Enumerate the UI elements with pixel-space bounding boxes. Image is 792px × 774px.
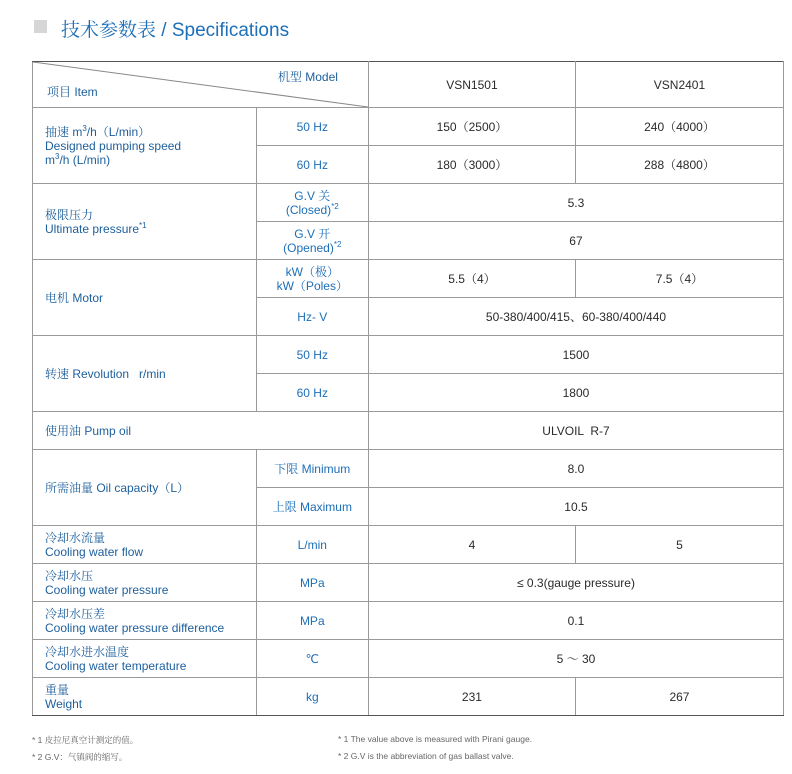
title-marker: [34, 20, 47, 33]
cooling-pressure-diff-label: 冷却水压差 Cooling water pressure difference: [33, 602, 257, 640]
value-cell: ≤ 0.3(gauge pressure): [368, 564, 783, 602]
ultimate-pressure-label: 极限压力 Ultimate pressure$^{*1}$: [33, 184, 257, 260]
table-row: [33, 184, 784, 222]
value-cell: 5.3: [368, 184, 783, 222]
unit-cell: G.V 开 (Opened)$^{*2}$: [256, 222, 368, 260]
value-cell: 150（2500）: [368, 108, 575, 146]
table-row: [33, 260, 784, 298]
model-vsn1501: VSN1501: [368, 62, 575, 108]
cooling-pressure-label: 冷却水压 Cooling water pressure: [33, 564, 257, 602]
table-row: [33, 412, 784, 450]
page-title: 技术参数表 / Specifications: [61, 20, 290, 41]
unit-cell: G.V 关 (Closed)$^{*2}$: [256, 184, 368, 222]
unit-cell: Hz- V: [256, 298, 368, 336]
value-cell: 180（3000）: [368, 146, 575, 184]
value-cell: 5: [575, 526, 783, 564]
unit-cell: kW（极） kW（Poles）: [256, 260, 368, 298]
value-cell: 4: [368, 526, 575, 564]
unit-cell: 50 Hz: [256, 108, 368, 146]
table-row: [33, 336, 784, 374]
table-row: [33, 640, 784, 678]
unit-cell: 50 Hz: [256, 336, 368, 374]
spec-table: [32, 61, 784, 716]
value-cell: ULVOIL R-7: [368, 412, 783, 450]
pump-oil-label: 使用油 Pump oil: [33, 412, 369, 450]
table-row: [33, 450, 784, 488]
unit-cell: 60 Hz: [256, 146, 368, 184]
unit-cell: ℃: [256, 640, 368, 678]
pumping-speed-label: 抽速 $m^3/h(L/\min)$ Designed pumping speed $m^3/h$ (L/min): [33, 108, 257, 184]
table-row: [33, 602, 784, 640]
oil-capacity-label: 所需油量 Oil capacity（L）: [33, 450, 257, 526]
footnote-en-2: * 2 G.V is the abbreviation of gas ballast valve.: [338, 751, 514, 761]
value-cell: 240（4000）: [575, 108, 783, 146]
revolution-label: 转速 Revolution r/min: [33, 336, 257, 412]
value-cell: 8.0: [368, 450, 783, 488]
value-cell: 7.5（4）: [575, 260, 783, 298]
item-header-label: 项目 Item: [47, 85, 98, 99]
unit-cell: L/min: [256, 526, 368, 564]
footnote-en-1: * 1 The value above is measured with Pirani gauge.: [338, 734, 533, 744]
value-cell: 288（4800）: [575, 146, 783, 184]
value-cell: 231: [368, 678, 575, 716]
table-header-row: [33, 62, 784, 108]
value-cell: 67: [368, 222, 783, 260]
unit-cell: MPa: [256, 602, 368, 640]
value-cell: 50-380/400/415、60-380/400/440: [368, 298, 783, 336]
value-cell: 267: [575, 678, 783, 716]
value-cell: 5.5（4）: [368, 260, 575, 298]
table-row: [33, 564, 784, 602]
header-diagonal-cell: [33, 62, 369, 108]
weight-label: 重量 Weight: [33, 678, 257, 716]
model-header-label: 机型 Model: [277, 70, 338, 84]
unit-cell: 60 Hz: [256, 374, 368, 412]
value-cell: 10.5: [368, 488, 783, 526]
footnote-cn-2: * 2 G.V：气镇阀的缩写。: [32, 752, 128, 762]
value-cell: 0.1: [368, 602, 783, 640]
table-row: [33, 108, 784, 146]
model-vsn2401: VSN2401: [575, 62, 783, 108]
table-row: [33, 526, 784, 564]
value-cell: 1800: [368, 374, 783, 412]
value-cell: 5 ～ 30: [368, 640, 783, 678]
value-cell: 1500: [368, 336, 783, 374]
table-row: [33, 678, 784, 716]
unit-cell: 上限 Maximum: [256, 488, 368, 526]
cooling-flow-label: 冷却水流量 Cooling water flow: [33, 526, 257, 564]
cooling-temp-label: 冷却水进水温度 Cooling water temperature: [33, 640, 257, 678]
motor-label: 电机 Motor: [33, 260, 257, 336]
unit-cell: MPa: [256, 564, 368, 602]
footnote-cn-1: * 1 皮拉尼真空计测定的值。: [32, 735, 139, 745]
unit-cell: 下限 Minimum: [256, 450, 368, 488]
unit-cell: kg: [256, 678, 368, 716]
